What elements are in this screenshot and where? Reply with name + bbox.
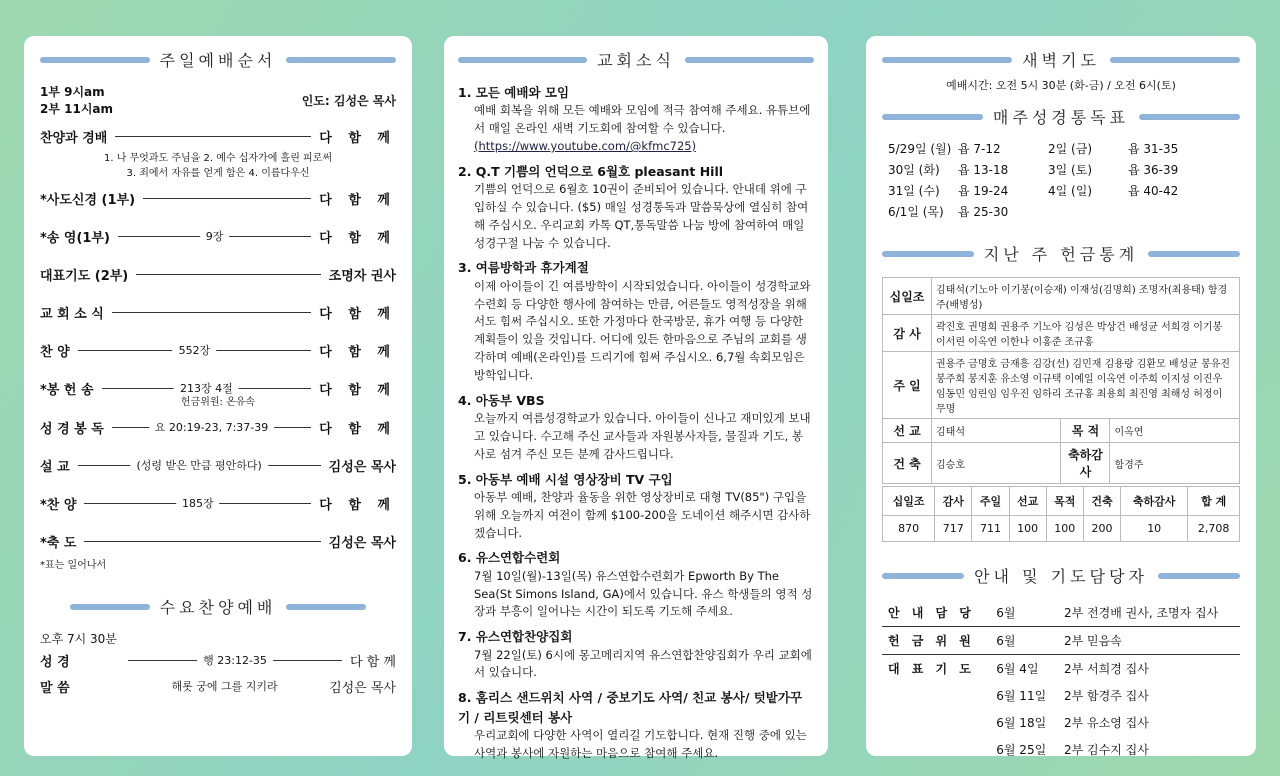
- order-line: [112, 420, 311, 434]
- news-heading: 5. 아동부 예배 시설 영상장비 TV 구입: [458, 471, 673, 487]
- stats-header: 주일: [972, 487, 1009, 516]
- duty-cell: 6월 18일: [996, 716, 1047, 730]
- news-body: 예배 회복을 위해 모든 예배와 모임에 적극 참여해 주세요. 유튜브에서 매일 온라인 새벽 기도회에 참여할 수 있습니다.: [474, 103, 811, 136]
- duty-row: [882, 599, 1240, 627]
- reading-cell: 욥 36-39: [1128, 163, 1179, 177]
- reading-cell: 욥 25-30: [958, 205, 1009, 219]
- order-detail: 요 20:19-23, 7:37-39: [149, 419, 274, 435]
- order-row: [40, 217, 396, 255]
- reading-cell: 4일 (일): [1048, 184, 1092, 198]
- news-heading: 3. 여름방학과 휴가계절: [458, 260, 589, 276]
- reading-cell: 6/1일 (목): [888, 205, 944, 219]
- order-label: *찬 양: [40, 497, 77, 513]
- section-title: 교회소식: [458, 48, 814, 71]
- wed-row-2: 말 씀 해롯 궁에 그를 지키라 김성은 목사: [40, 680, 396, 696]
- offering-committee: 헌금위원: 온유속: [180, 397, 256, 408]
- wed-row-1: 성 경 행 23:12-35 다 함 께: [40, 653, 396, 670]
- duty-cell: 대 표 기 도: [888, 662, 975, 676]
- order-row: [40, 293, 396, 331]
- section-title: 주일예배순서: [40, 48, 396, 71]
- order-person: 다 함 께: [319, 382, 396, 398]
- stats-value: 870: [883, 516, 935, 542]
- news-item: [458, 83, 814, 156]
- stats-value: 711: [972, 516, 1009, 542]
- news-item: [458, 258, 814, 384]
- news-body: 7월 10일(월)-13일(목) 유스연합수련회가 Epworth By The Sea(St Simons Island, GA)에서 있습니다. 유스 학생들의 영적 성장과 부흥이 일어나는 시간이 되도록 기도해 주세요.: [474, 568, 813, 619]
- youtube-link[interactable]: (https://www.youtube.com/@kfmc725): [474, 139, 697, 153]
- reading-cell: 30일 (화): [888, 163, 940, 177]
- standing-note: *표는 일어나서: [40, 560, 107, 571]
- stats-header: 십일조: [883, 487, 935, 516]
- stats-value: 100: [1009, 516, 1046, 542]
- offering-detail-table: 십일조 김태석(기노아 이기봉(이승재) 이재성(김명희) 조명자(최용태) 함경주(배병성) 감 사 곽진호 권명희 권용주 기노아 김성은 박상건 배성균 서희경 이기봉 이서린 이옥연 이한나 이홍준 조규홍 주 일 권용주 금명호 금재흥 김강(선) 김민재 김용랑 김환모 배성균 봉유진 봉주희 봉지훈 유소영 이규택 이예일 이옥연 이주희 이지성 이진우 임동민 임린임 임우진 임하리 조규홍 최용희 최진영 최해성 허정이 무명 선 교 김태석 목 적 이옥연 건 축 김승호 축하감사 함경주: [882, 277, 1240, 484]
- reading-cell: [1048, 203, 1128, 220]
- reading-cell: 욥 40-42: [1128, 184, 1179, 198]
- duty-cell: 6월: [996, 606, 1016, 620]
- offering-title: 지난 주 헌금통계: [882, 242, 1240, 265]
- reading-cell: [1128, 203, 1218, 220]
- stats-header: 목적: [1046, 487, 1083, 516]
- order-label: *축 도: [40, 535, 77, 551]
- order-label: 교 회 소 식: [40, 306, 104, 322]
- order-detail: (성령 받은 만큼 평안하다): [130, 457, 267, 473]
- news-item: [458, 548, 814, 621]
- news-heading: 4. 아동부 VBS: [458, 392, 545, 408]
- duty-title: 안내 및 기도담당자: [882, 564, 1240, 587]
- reading-title: 매주성경통독표: [882, 105, 1240, 128]
- praise-songs-2: 3. 죄에서 자유를 얻게 함은 4. 이름다우신: [126, 168, 310, 179]
- news-item: [458, 470, 814, 543]
- order-line: [102, 381, 312, 395]
- stats-header: 선교: [1009, 487, 1046, 516]
- order-line: [136, 274, 320, 275]
- order-person: 김성은 목사: [328, 459, 396, 475]
- reading-cell: 욥 19-24: [958, 184, 1009, 198]
- order-row: [40, 484, 396, 522]
- order-line: [115, 136, 311, 137]
- order-label: 성 경 봉 독: [40, 421, 104, 437]
- duty-cell: [882, 736, 990, 763]
- duty-row: [882, 736, 1240, 763]
- reading-cell: 욥 7-12: [958, 142, 1001, 156]
- dawn-time: 예배시간: 오전 5시 30분 (화-금) / 오전 6시(토): [946, 79, 1176, 92]
- stats-value: 100: [1046, 516, 1083, 542]
- order-person: 다 함 께: [319, 306, 396, 322]
- duty-row: [882, 627, 1240, 655]
- info-panel: [866, 36, 1256, 756]
- wed-title: 수요찬양예배: [40, 595, 396, 618]
- duty-cell: 2부 서희경 집사: [1064, 662, 1149, 676]
- reading-cell: 5/29일 (월): [888, 142, 952, 156]
- stats-value: 2,708: [1188, 516, 1240, 542]
- order-line: [78, 343, 312, 357]
- duty-cell: 2부 전경배 권사, 조명자 집사: [1064, 606, 1219, 620]
- reading-table: [888, 140, 1240, 220]
- reading-cell: 욥 31-35: [1128, 142, 1179, 156]
- order-line: [78, 458, 321, 472]
- stats-header: 감사: [935, 487, 972, 516]
- news-heading: 1. 모든 예배와 모임: [458, 85, 570, 100]
- order-line: [84, 541, 320, 542]
- order-detail: 552장: [173, 342, 217, 358]
- service-time-2: 2부 11시am: [40, 102, 114, 116]
- order-line: [84, 496, 311, 510]
- news-list: [458, 83, 814, 763]
- order-label: *송 영(1부): [40, 230, 110, 246]
- order-person: 다 함 께: [319, 421, 396, 437]
- order-person: 다 함 께: [319, 130, 396, 146]
- reading-cell: 2일 (금): [1048, 142, 1092, 156]
- news-body: 아동부 예배, 찬양과 율동을 위한 영상장비로 대형 TV(85") 구입을 위해 오늘까지 여전이 함께 $100-200을 도네이션 해주시면 감사하겠습니다.: [474, 489, 811, 540]
- duty-cell: [882, 709, 990, 736]
- news-item: [458, 688, 814, 762]
- order-label: 찬 양: [40, 344, 70, 360]
- worship-order-panel: [24, 36, 412, 756]
- stats-value: 200: [1083, 516, 1120, 542]
- news-body: 7월 22일(토) 6시에 몽고메리지역 유스연합찬양집회가 우리 교회에서 있습니다.: [474, 647, 812, 680]
- news-heading: 2. Q.T 기쁨의 언덕으로 6월호 pleasant Hill: [458, 163, 724, 179]
- duty-row: [882, 682, 1240, 709]
- offering-stats-table: [882, 486, 1240, 542]
- order-detail: 9장: [200, 228, 230, 244]
- order-detail: 185장: [176, 495, 220, 511]
- order-person: 다 함 께: [319, 192, 396, 208]
- stats-value: 10: [1121, 516, 1188, 542]
- duty-cell: 안 내 담 당: [888, 606, 975, 620]
- service-time-1: 1부 9시am: [40, 85, 105, 99]
- duty-cell: [882, 682, 990, 709]
- order-row: [40, 408, 396, 446]
- dawn-title: 새벽기도: [882, 48, 1240, 71]
- news-heading: 8. 홈리스 샌드위치 사역 / 중보기도 사역/ 친교 봉사/ 텃밭가꾸기 / 리트릿센터 봉사: [458, 690, 803, 725]
- order-label: *봉 헌 송: [40, 382, 94, 398]
- stats-value: 717: [935, 516, 972, 542]
- duty-cell: 6월 11일: [996, 689, 1047, 703]
- church-news-panel: [444, 36, 828, 760]
- order-line: [112, 312, 311, 313]
- duty-cell: 2부 유소영 집사: [1064, 716, 1149, 730]
- order-row: [40, 255, 396, 293]
- order-line: [118, 229, 311, 243]
- duty-row: [882, 709, 1240, 736]
- order-person: 다 함 께: [319, 497, 396, 513]
- duty-table: [882, 599, 1240, 763]
- order-person: 다 함 께: [319, 344, 396, 360]
- duty-cell: 2부 김수지 집사: [1064, 743, 1149, 757]
- news-body: 이제 아이들이 긴 여름방학이 시작되었습니다. 아이들이 성경학교와 수련회 등 다양한 행사에 참여하는 만큼, 어른들도 영적성장을 위해서도 힘써 주십시오. 또한 가정마다 한국방문, 휴가 여행 등 다양한 계획들이 있을 것입니다. 어디에 있든 한마음으로 주님의 교회를 생각하며 예배(온라인)를 드리기에 힘써 주십시오. 6,7월 속회모임은 방학입니다.: [474, 278, 811, 382]
- order-label: 대표기도 (2부): [40, 268, 129, 284]
- news-item: [458, 627, 814, 682]
- duty-cell: 6월 25일: [996, 743, 1047, 757]
- stats-header: 합 계: [1188, 487, 1240, 516]
- order-row: [40, 179, 396, 217]
- order-row: [40, 522, 396, 560]
- praise-songs-1: 1. 나 무엇과도 주님을 2. 예수 십자가에 흘린 피로써: [103, 153, 333, 164]
- duty-cell: 2부 함경주 집사: [1064, 689, 1149, 703]
- news-heading: 6. 유스연합수련회: [458, 550, 561, 566]
- order-label: 설 교: [40, 459, 70, 475]
- leader: 인도: 김성은 목사: [301, 93, 396, 108]
- reading-cell: 31일 (수): [888, 184, 940, 198]
- duty-cell: 2부 믿음속: [1064, 634, 1122, 648]
- news-body: 우리교회에 다양한 사역이 열리길 기도합니다. 현재 진행 중에 있는 사역과 봉사에 자원하는 마음으로 참여해 주세요.: [474, 727, 807, 760]
- order-row: [40, 331, 396, 369]
- news-heading: 7. 유스연합찬양집회: [458, 629, 573, 645]
- stats-header: 건축: [1083, 487, 1120, 516]
- reading-cell: 3일 (토): [1048, 163, 1092, 177]
- news-item: [458, 391, 814, 464]
- news-body: 기쁨의 언덕으로 6월호 10권이 준비되어 있습니다. 안내데 위에 구입하실 수 있습니다. ($5) 매일 성경통독과 말씀묵상에 열심히 참여해 주십시오. 우리교회 카톡 QT,통독말씀 나눔 방에 참여하여 매일 성경구절 나눔 수 있습니다.: [474, 182, 809, 250]
- order-label: 찬양과 경배: [40, 130, 108, 146]
- stats-header: 축하감사: [1121, 487, 1188, 516]
- news-body: 오늘까지 여름성경학교가 있습니다. 아이들이 신나고 재미있게 보내고 있습니다. 수고해 주신 교사들과 자원봉사자들, 물질과 기도, 봉사로 섬겨 주신 모든 분께 감사드립니다.: [474, 411, 811, 461]
- duty-cell: 6월: [996, 634, 1016, 648]
- wed-time: 오후 7시 30분: [40, 632, 117, 646]
- order-label: *사도신경 (1부): [40, 192, 136, 208]
- order-list: [40, 117, 396, 560]
- duty-cell: 6월 4일: [996, 662, 1039, 676]
- order-person: 김성은 목사: [328, 535, 396, 551]
- order-detail: 213장 4절: [174, 380, 239, 396]
- order-row: [40, 446, 396, 484]
- duty-row: [882, 655, 1240, 683]
- news-item: [458, 162, 814, 253]
- duty-cell: 헌 금 위 원: [888, 634, 975, 648]
- reading-cell: 욥 13-18: [958, 163, 1009, 177]
- order-person: 다 함 께: [319, 230, 396, 246]
- order-person: 조명자 권사: [328, 268, 396, 284]
- order-line: [143, 198, 311, 199]
